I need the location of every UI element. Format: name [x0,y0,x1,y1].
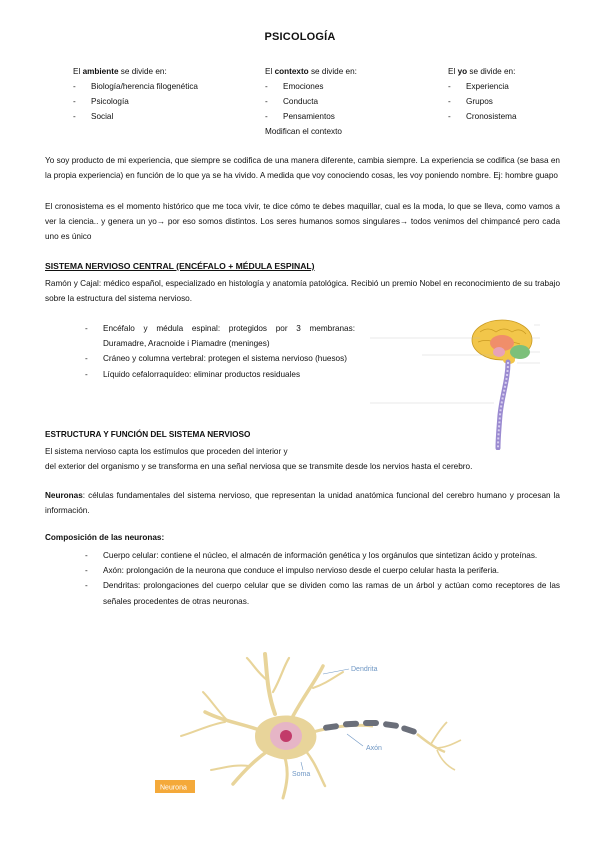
axon-label: Axón [366,745,382,752]
brain-spinal-cord-image [362,310,567,450]
list-item: - Psicología [73,97,129,106]
ambiente-heading: El ambiente se divide en: [73,67,167,76]
list-item: - Líquido cefalorraquídeo: eliminar productos residuales [85,367,355,382]
neuronas-term: Neuronas [45,491,83,500]
composicion-bullets [85,548,560,609]
axon-pointer [347,734,363,746]
list-item: - Biología/herencia filogenética [73,82,198,91]
list-item: - Grupos [448,97,493,106]
neuron-image [155,652,465,802]
page-title: PSICOLOGÍA [264,31,336,43]
list-item: - Dendritas: prolongaciones del cuerpo celular que se dividen como las ramas de un árbol y actúan como receptores de las señales procedentes de otras neuronas. [85,578,560,608]
yo-column [448,64,517,124]
soma-pointer [301,762,303,770]
list-item: - Encéfalo y médula espinal: protegidos por 3 membranas: Duramadre, Aracnoide i Piamadre (meninges) [85,321,355,351]
intro-paragraph-2: El cronosistema es el momento histórico que me toca vivir, te dice cómo te debes maquillar, cual es la moda, lo que se lleva, como vamos a ver la ciencia.. y genera un yo→ por eso somos distintos. Los seres humanos somos singulares→ todos venimos del chimpancé pero cada uno es único [45,202,560,242]
snc-bullets [85,321,355,382]
intro-paragraph-1: Yo soy producto de mi experiencia, que siempre se codifica de una manera diferente, cambia siempre. La experiencia se codifica (se basa en la propia experiencia) en función de lo que ya se ha vivido. A medida que voy conociendo cosas, les voy poniendo nombre. Ej: hombre guapo [45,156,560,181]
dendrita-label: Dendrita [351,666,378,673]
list-item: - Social [73,112,114,121]
contexto-column [265,64,357,139]
spinal-cord-illustration [498,362,508,448]
neurona-label: Neurona [160,784,187,792]
snc-heading: SISTEMA NERVIOSO CENTRAL (ENCÉFALO + MÉDULA ESPINAL) [45,261,315,271]
estructura-line-1: El sistema nervioso capta los estímulos que proceden del interior y [45,447,288,456]
list-item: - Emociones [265,82,324,91]
list-item: - Cuerpo celular: contiene el núcleo, el almacén de información genética y los orgánulos que sintetizan ácido y proteínas. [85,548,560,563]
neuronas-paragraph: Neuronas: células fundamentales del sistema nervioso, que representan la unidad anatómica funcional del cerebro humano y procesan la información. [45,491,560,516]
brain-illustration [472,320,532,364]
axon [313,720,461,770]
list-item: - Pensamientos [265,112,335,121]
soma-label: Soma [292,771,311,778]
cajal-paragraph: Ramón y Cajal: médico español, especializado en histología y anatomía patológica. Recibió un premio Nobel en reconocimiento de su trabajo sobre la estructura del sistema nervioso. [45,279,560,304]
yo-heading: El yo se divide en: [448,67,516,76]
list-item: - Cráneo y columna vertebral: protegen el sistema nervioso (huesos) [85,351,355,366]
composicion-heading: Composición de las neuronas: [45,533,165,542]
list-item: - Cronosistema [448,112,517,121]
dendrita-pointer [323,669,349,674]
contexto-heading: El contexto se divide en: [265,67,357,76]
list-item: - Experiencia [448,82,509,91]
list-item: - Conducta [265,97,319,106]
estructura-heading: ESTRUCTURA Y FUNCIÓN DEL SISTEMA NERVIOSO [45,430,251,439]
ambiente-column [73,64,198,124]
contexto-note: Modifican el contexto [265,127,342,136]
estructura-paragraph: del exterior del organismo y se transforma en una señal nerviosa que se transmite desde los nervios hasta el cerebro. [45,462,473,471]
list-item: - Axón: prolongación de la neurona que conduce el impulso nervioso desde el cuerpo celular hasta la periferia. [85,563,560,578]
